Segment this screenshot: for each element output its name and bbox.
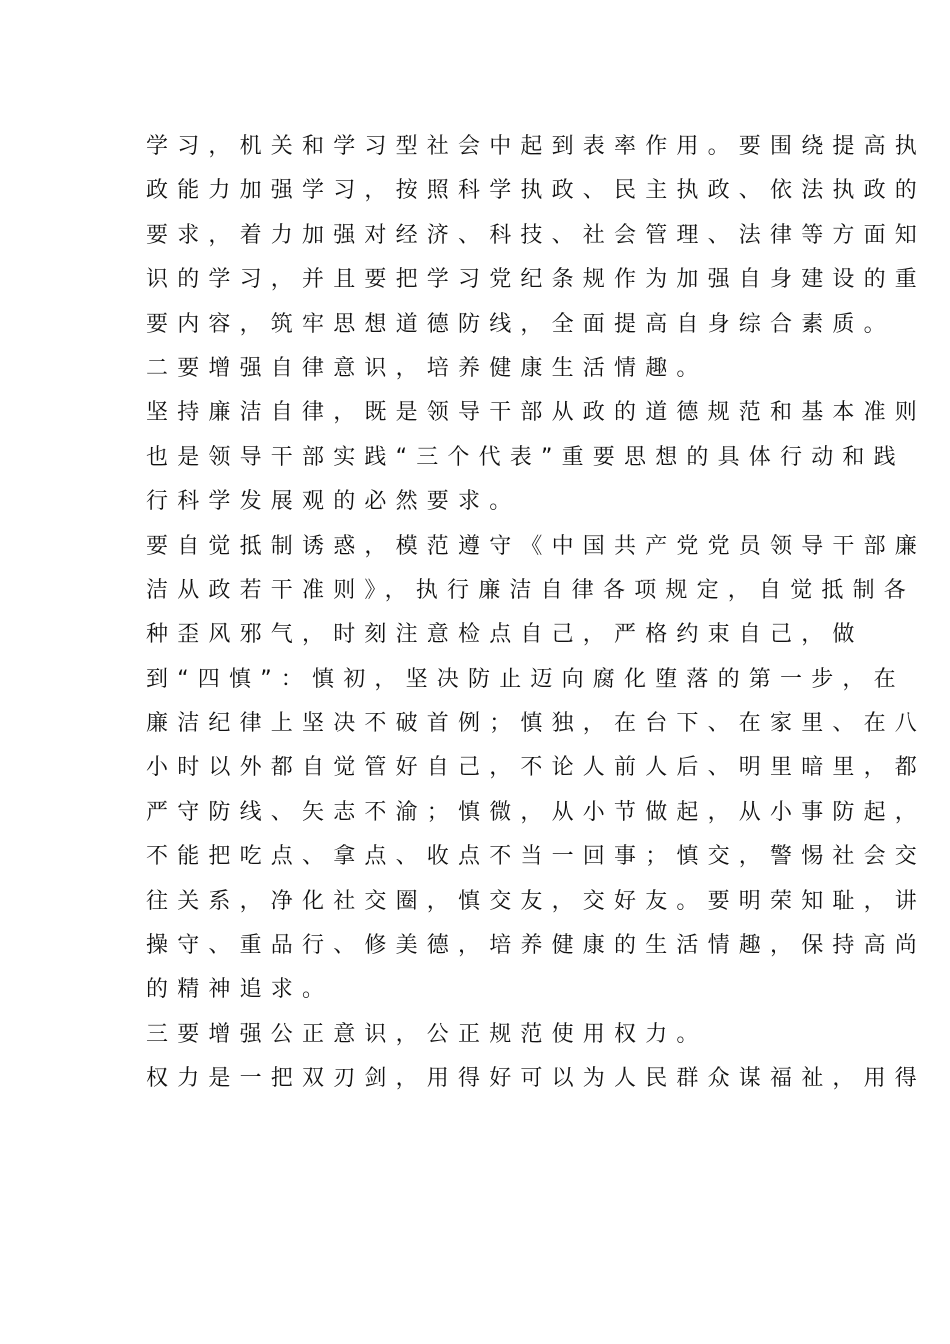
text-line: 种歪风邪气，时刻注意检点自己，严格约束自己，做 [146, 622, 864, 648]
text-line: 要求，着力加强对经济、科技、社会管理、法律等方面知 [146, 222, 927, 248]
text-line: 到“四慎”：慎初，坚决防止迈向腐化堕落的第一步，在 [146, 666, 905, 692]
text-line: 洁从政若干准则》，执行廉洁自律各项规定，自觉抵制各 [146, 577, 916, 603]
text-line: 廉洁纪律上坚决不破首例；慎独，在台下、在家里、在八 [146, 711, 927, 737]
text-line: 也是领导干部实践“三个代表”重要思想的具体行动和践 [146, 444, 905, 470]
text-line: 小时以外都自觉管好自己，不论人前人后、明里暗里，都 [146, 755, 927, 781]
text-line: 要自觉抵制诱惑，模范遵守《中国共产党党员领导干部廉 [146, 533, 927, 559]
text-line: 权力是一把双刃剑，用得好可以为人民群众谋福祉，用得 [146, 1066, 927, 1092]
section-heading-3: 三要增强公正意识，公正规范使用权力。 [146, 1021, 708, 1047]
text-line: 行科学发展观的必然要求。 [146, 489, 521, 515]
text-line: 坚持廉洁自律，既是领导干部从政的道德规范和基本准则 [146, 400, 927, 426]
document-body [146, 125, 927, 1102]
text-line: 严守防线、矢志不渝；慎微，从小节做起，从小事防起， [146, 799, 927, 825]
text-line: 不能把吃点、拿点、收点不当一回事；慎交，警惕社会交 [146, 844, 927, 870]
text-line: 识的学习，并且要把学习党纪条规作为加强自身建设的重 [146, 267, 927, 293]
text-line: 往关系，净化社交圈，慎交友，交好友。要明荣知耻，讲 [146, 888, 927, 914]
text-line: 学习，机关和学习型社会中起到表率作用。要围绕提高执 [146, 134, 927, 159]
text-line: 要内容，筑牢思想道德防线，全面提高自身综合素质。 [146, 311, 895, 337]
text-line: 的精神追求。 [146, 977, 334, 1003]
text-line: 政能力加强学习，按照科学执政、民主执政、依法执政的 [146, 178, 927, 204]
section-heading-2: 二要增强自律意识，培养健康生活情趣。 [146, 355, 708, 381]
text-line: 操守、重品行、修美德，培养健康的生活情趣，保持高尚 [146, 933, 927, 959]
